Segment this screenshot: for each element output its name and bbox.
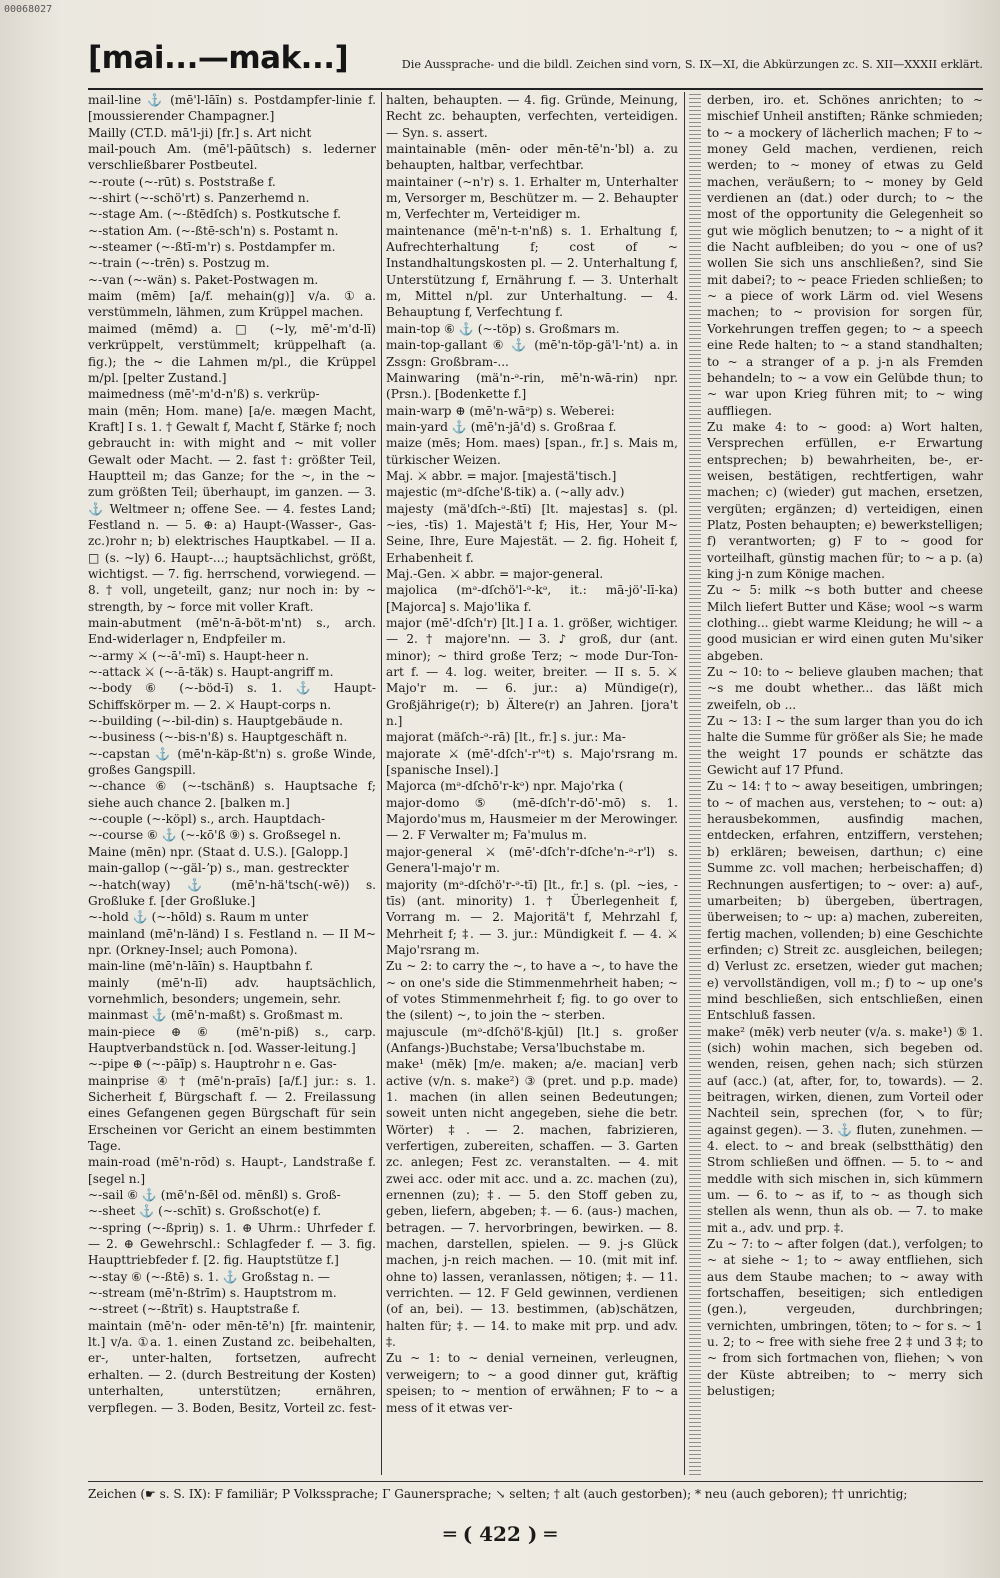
dictionary-entry: main-top ⑥ ⚓ (~-töp) s. Großmars m.: [386, 321, 620, 336]
dictionary-entry: Majorca (mᵊ-dſchō'r-kᵊ) npr. Majo'rka (: [386, 779, 624, 794]
column-1: [88, 92, 376, 1475]
dictionary-entry: maimed (mēmd) a. □ (~ly, mē'-m'd-lī) verkrüppelt, verstümmelt; krüppelhaft (a. fig.); the ~ die Lahmen m/pl., die Krüppel m/pl. [pelter Zustand.]: [88, 321, 376, 385]
dictionary-entry: Zu ~ 10: to ~ believe glauben machen; that ~s me doubt whether... das läßt mich zweifeln, ob ...: [707, 665, 983, 712]
footer-rule: [88, 1481, 983, 1482]
dictionary-entry: main-abutment (mē'n-ā-böt-m'nt) s., arch. End-widerlager n, Endpfeiler m.: [88, 616, 376, 647]
dictionary-entry: main-top-gallant ⑥ ⚓ (mē'n-töp-gä'l-'nt) a. in Zssgn: Großbram-...: [386, 338, 678, 369]
dictionary-entry: Mainwaring (mä'n-ᵊ-rin, mē'n-wā-rin) npr. (Prsn.). [Bodenkette f.]: [386, 370, 678, 402]
dictionary-entry: Maine (mēn) npr. (Staat d. U.S.). [Galopp.]: [88, 844, 348, 859]
dictionary-entry: mail-pouch Am. (mē'l-pāūtsch) s. lederner verschließbarer Postbeutel.: [88, 142, 376, 173]
dictionary-entry: ~-stay ⑥ (~-ßtē) s. 1. ⚓ Großstag n. —: [88, 1269, 330, 1284]
dictionary-entry: major (mē'-dſch'r) [lt.] I a. 1. größer, wichtiger. — 2. † majore'nn. — 3. ♪ groß, dur (ant. minor); ~ third große Terz; ~ mode Dur-Ton-art f. — 4. log. weiter, breiter. — II s. 5. ⚔ Majo'r m. — 6. jur.: a) Mündige(r), Großjährige(r); b) Ältere(r) an Jahren. [jora't n.]: [386, 616, 678, 729]
dictionary-entry: main-line (mē'n-lāīn) s. Hauptbahn f.: [88, 959, 314, 974]
dictionary-entry: mainprise ④ † (mē'n-praīs) [a/f.] jur.: s. 1. Sicherheit f, Bürgschaft f. — 2. Freilassung eines Gefangenen gegen Bürgschaft für sein Erscheinen vor Gericht an einem bestimmten Tage.: [88, 1073, 376, 1153]
dictionary-entry: ~-pipe ⊕ (~-pāīp) s. Hauptrohr n e. Gas-: [88, 1057, 337, 1072]
column-3: [707, 92, 983, 1475]
dictionary-entry: maintenance (mē'n-t-n'nß) s. 1. Erhaltung f, Aufrechterhaltung f; cost of ~ Instandhaltungskosten pl. — 2. Unterhaltung f, Unterstützung f, Ernährung f. — 3. Unterhalt m, Mittel n/pl. zur Unterhaltung. — 4. Behauptung f, Verfechtung f.: [386, 223, 678, 320]
dictionary-entry: majorat (mäſch-ᵊ-rā) [lt., fr.] s. jur.: Ma-: [386, 730, 626, 745]
dictionary-entry: majolica (mᵊ-dſchö'l-ᵊ-kᵊ, it.: mā-jö'-lī-ka) [Majorca] s. Majo'lika f.: [386, 583, 678, 614]
dictionary-entry: main-gallop (~-gäl-ʼp) s., man. gestreckter: [88, 861, 349, 876]
dictionary-entry: ~-army ⚔ (~-ā'-mī) s. Haupt-heer n.: [88, 648, 309, 663]
dictionary-entry: ~-hold ⚓ (~-hōld) s. Raum m unter: [88, 910, 309, 925]
dictionary-entry: main-piece ⊕ ⑥ (mē'n-piß) s., carp. Hauptverbandstück n. [od. Wasser-leitung.]: [88, 1024, 376, 1055]
page-number: ═ ( 422 ) ═: [443, 1522, 557, 1546]
page-header: [88, 40, 983, 90]
dictionary-entry: mainmast ⚓ (mē'n-maßt) s. Großmast m.: [88, 1008, 344, 1023]
dictionary-entry: ~-business (~-bis-n'ß) s. Hauptgeschäft n.: [88, 730, 348, 745]
dictionary-entry: ~-sail ⑥ ⚓ (mē'n-ßēl od. mēnßl) s. Groß-: [88, 1188, 341, 1203]
dictionary-entry: Mailly (CT.D. mā'l-ji) [fr.] s. Art nicht: [88, 125, 312, 140]
guide-words: [mai...—mak...]: [88, 40, 349, 76]
dictionary-entry: ~-spring (~-ßpriŋ) s. 1. ⊕ Uhrm.: Uhrfeder f. — 2. ⊕ Gewehrschl.: Schlagfeder f. — 3. fig. Haupttriebfeder f. [2. fig. Hauptstütze f.]: [88, 1220, 376, 1268]
dictionary-entry: maim (mēm) [a/f. mehain(g)] v/a. ①a. verstümmeln, lähmen, zum Krüppel machen.: [88, 289, 376, 320]
dictionary-entry: ~-sheet ⚓ (~-schīt) s. Großschot(e) f.: [88, 1204, 322, 1219]
dictionary-entry: ~-route (~-rūt) s. Poststraße f.: [88, 174, 276, 189]
dictionary-entry: main-warp ⊕ (mē'n-wāᵊp) s. Weberei:: [386, 403, 615, 418]
dictionary-entry: maintainer (~n'r) s. 1. Erhalter m, Unterhalter m, Versorger m, Beschützer m. — 2. Behaupter m, Verfechter m, Verteidiger m.: [386, 174, 678, 222]
dictionary-entry: ~-capstan ⚓ (mē'n-käp-ßt'n) s. große Winde, großes Gangspill.: [88, 746, 376, 778]
dictionary-entry: ~-couple (~-köpl) s., arch. Hauptdach-: [88, 812, 326, 827]
dictionary-entry: majesty (mä'dſch-ᵊ-ßtī) [lt. majestas] s. (pl. ~ies, -tīs) 1. Majestä't f; His, Her, Your M~ Seine, Ihre, Eure Majestät. — 2. fig. Hoheit f, Erhabenheit f.: [386, 501, 678, 565]
dictionary-entry: maintainable (mēn- oder mēn-tē'n-'bl) a. zu behaupten, haltbar, verfechtbar.: [386, 142, 678, 173]
dictionary-entry: ~-attack ⚔ (~-ā-täk) s. Haupt-angriff m.: [88, 665, 334, 680]
dictionary-entry: maimedness (mē'-m'd-n'ß) s. verkrüp-: [88, 387, 320, 402]
dictionary-entry: Zu make 4: to ~ good: a) Wort halten, Versprechen erfüllen, e-r Erwartung entsprechen; b) bewahrheiten, be-, er-weisen, bestätigen, rechtfertigen, wahr machen; c) (wieder) gut machen, ersetzen, vergüten; ergänzen; d) verteidigen, einen Platz, Posten behaupten; e) bewerkstelligen; f) verantworten; g) F to ~ good for vorteilhaft, günstig machen für; to ~ a p. (a) king j-n zum Könige machen.: [707, 419, 983, 581]
dictionary-entry: Maj.-Gen. ⚔ abbr. = major-general.: [386, 566, 604, 581]
dictionary-entry: make¹ (mēk) [m/e. maken; a/e. macian] verb active (v/n. s. make²) ③ (pret. und p.p. made) 1. machen (in allen seinen Bedeutungen; soweit unten nicht angegeben, siehe die betr. Wörter) ‡. — 2. machen, fabrizieren, verfertigen, zubereiten, schaffen. — 3. Garten zc. anlegen; Fest zc. veranstalten. — 4. mit zwei acc. oder mit acc. und a. zc. machen (zu), ernennen (zu); ‡. — 5. den Stoff geben zu, geben, liefern, abgeben; ‡. — 6. (aus-) machen, betragen. — 7. hervorbringen, bewirken. — 8. machen, darstellen, spielen. — 9. j-s Glück machen, j-n reich machen. — 10. (mit mit inf. ohne to) lassen, veranlassen, nötigen; ‡. — 11. verrichten. — 12. F Geld gewinnen, verdienen (of an, bei). — 13. bestimmen, (ab)schätzen, halten für; ‡. — 14. to make mit prp. und adv. ‡.: [386, 1057, 678, 1350]
dictionary-entry: Maj. ⚔ abbr. = major. [majestä'tisch.]: [386, 468, 617, 483]
dictionary-entry: ~-course ⑥ ⚓ (~-kō'ß ⑨) s. Großsegel n.: [88, 828, 342, 843]
dictionary-entry: main (mēn; Hom. mane) [a/e. mægen Macht, Kraft] I s. 1. † Gewalt f, Macht f, Stärke f; noch gebraucht in: with might and ~ mit voller Gewalt oder Macht. — 2. fast †: größter Teil, Hauptteil m; das Ganze; for the ~, in the ~ zum größten Teil; überhaupt, im ganzen. — 3. ⚓ Weltmeer n; offene See. — 4. festes Land; Festland n. — 5. ⊕: a) Haupt-(Wasser-, Gas- zc.)rohr n; b) elektrisches Hauptkabel. — II a. □ (s. ~ly) 6. Haupt-...; hauptsächlichst, größt, wichtigst. — 7. fig. herrschend, vorwiegend. — 8. † voll, ungeteilt, ganz; nur noch in: by ~ strength, by ~ force mit voller Kraft.: [88, 403, 376, 614]
dictionary-entry: mainly (mē'n-lī) adv. hauptsächlich, vornehmlich, besonders; ungemein, sehr.: [88, 975, 376, 1006]
dictionary-entry: main-yard ⚓ (mē'n-jā'd) s. Großraa f.: [386, 419, 617, 434]
dictionary-entry: ~-hatch(way) ⚓ (mē'n-hä'tsch(-wē)) s. Großluke f. [der Großluke.]: [88, 877, 376, 908]
dictionary-entry: mainland (mē'n-länd) I s. Festland n. — II M~ npr. (Orkney-Insel; auch Pomona).: [88, 926, 376, 957]
columns-area: [88, 92, 983, 1475]
dictionary-entry: halten, behaupten. — 4. fig. Gründe, Meinung, Recht zc. behaupten, verfechten, verteidigen. — Syn. s. assert.: [386, 93, 678, 140]
dictionary-entry: ~-shirt (~-schö'rt) s. Panzerhemd n.: [88, 191, 310, 206]
dictionary-entry: maize (mēs; Hom. maes) [span., fr.] s. Mais m, türkischer Weizen.: [386, 436, 678, 467]
dictionary-entry: ~-body ⑥ (~-böd-ī) s. 1. ⚓ Haupt-Schiffskörper m. — 2. ⚔ Haupt-corps n.: [88, 681, 376, 712]
dictionary-entry: maintain (mē'n- oder mēn-tē'n) [fr. maintenir, lt.] v/a. ①a. 1. einen Zustand zc. beibehalten, er-, unter-halten, fortsetzen, aufrecht erhalten. — 2. (durch Bestreitung der Kosten) unterhalten, unterstützen; ernähren, verpflegen. — 3. Boden, Besitz, Vorteil zc. fest-: [88, 1318, 376, 1415]
dictionary-entry: ~-steamer (~-ßtī-m'r) s. Postdampfer m.: [88, 240, 336, 255]
dictionary-entry: ~-building (~-bil-din) s. Hauptgebäude n.: [88, 714, 343, 729]
dictionary-entry: ~-van (~-wän) s. Paket-Postwagen m.: [88, 272, 319, 287]
dictionary-entry: Zu ~ 14: † to ~ away beseitigen, umbringen; to ~ of machen aus, verstehen; to ~ out: a) herausbekommen, ausfindig machen, entdecken, erfahren, entziffern, verstehen; b) erklären; beweisen, darthun; c) eine Summe zc. voll machen; herbeischaffen; d) Rechnungen ausfertigen; to ~ over: a) auf-, umarbeiten; b) übergeben, übertragen, überweisen; to ~ up: a) machen, zubereiten, fertig machen, vollenden; b) eine Geschichte erfinden; c) Streit zc. ausgleichen, beilegen; d) Verlust zc. ersetzen, wieder gut machen; e) vervollständigen, voll m.; f) to ~ up one's mind beschließen, sich entschließen, einen Entschluß fassen.: [707, 779, 983, 1023]
dictionary-entry: Zu ~ 1: to ~ denial verneinen, verleugnen, verweigern; to ~ a good dinner gut, kräftig speisen; to ~ mention of erwähnen; F to ~ a mess of it etwas ver-: [386, 1351, 678, 1415]
column-2: [386, 92, 678, 1475]
dictionary-entry: major-domo ⑤ (mē-dſch'r-dō'-mō) s. 1. Majordo'mus m, Hausmeier m der Merowinger. — 2. F Verwalter m; Fa'mulus m.: [386, 795, 678, 843]
dictionary-entry: mail-line ⚓ (mē'l-lāīn) s. Postdampfer-linie f. [moussierender Champagner.]: [88, 93, 376, 124]
dictionary-entry: ~-chance ⑥ (~-tschänß) s. Hauptsache f; siehe auch chance 2. [balken m.]: [88, 779, 376, 810]
dictionary-entry: ~-street (~-ßtrīt) s. Hauptstraße f.: [88, 1302, 301, 1317]
dictionary-entry: majestic (mᵊ-dſche'ß-tik) a. (~ally adv.): [386, 485, 625, 500]
dictionary-entry: Zu ~ 5: milk ~s both butter and cheese Milch liefert Butter und Käse; wool ~s warm clothing... giebt warme Kleidung; he will ~ a good musician er wird einen guten Mu'siker abgeben.: [707, 583, 983, 663]
header-note: Die Aussprache- und die bildl. Zeichen sind vorn, S. IX—XI, die Abkürzungen zc. S. XII—XXXII erklärt.: [401, 58, 983, 71]
dictionary-entry: Zu ~ 13: I ~ the sum larger than you do ich halte die Summe für größer als Sie; he made the weight 17 pounds er schätzte das Gewicht auf 17 Pfund.: [707, 714, 983, 778]
scan-id-label: 00068027: [4, 4, 53, 15]
binding-chain-ornament: [689, 92, 701, 1475]
dictionary-entry: major-general ⚔ (mē'-dſch'r-dſche'n-ᵊ-r'l) s. Genera'l-majo'r m.: [386, 844, 678, 876]
dictionary-entry: ~-station Am. (~-ßtē-sch'n) s. Postamt n.: [88, 223, 339, 238]
dictionary-entry: majorate ⚔ (mē'-dſch'-r'ᵊt) s. Majo'rsrang m. [spanische Insel).]: [386, 746, 678, 778]
dictionary-entry: main-road (mē'n-rōd) s. Haupt-, Landstraße f. [segel n.]: [88, 1155, 376, 1186]
footer-key: Zeichen (☛ s. S. IX): F familiär; P Volkssprache; Γ Gaunersprache; ↘ selten; † alt (auch gestorben); * neu (auch geboren); †† unrichtig;: [88, 1487, 908, 1501]
dictionary-entry: majority (mᵊ-dſchö'r-ᵊ-tī) [lt., fr.] s. (pl. ~ies, -tīs) (ant. minority) 1. † Überlegenheit f, Vorrang m. — 2. Majoritä't f, Mehrzahl f, Mehrheit f; ‡. — 3. jur.: Mündigkeit f. — 4. ⚔ Majo'rsrang m.: [386, 877, 678, 957]
dictionary-entry: make² (mēk) verb neuter (v/a. s. make¹) ⑤ 1. (sich) wohin machen, sich begeben od. wenden, reisen, gehen nach; sich stürzen auf (acc.) (at, after, for, to, towards). — 2. beitragen, wirken, dienen, zum Vorteil oder Nachteil sein, sprechen (for, ↘ to für; against gegen). — 3. ⚓ fluten, zunehmen. — 4. elect. to ~ and break (selbstthätig) den Strom schließen und öffnen. — 5. to ~ and meddle with sich mischen in, sich kümmern um. — 6. to ~ as if, to ~ as though sich stellen als wenn, thun als ob. — 7. to make mit a., adv. und prp. ‡.: [707, 1024, 983, 1235]
dictionary-entry: derben, iro. et. Schönes anrichten; to ~ mischief Unheil anstiften; Ränke schmieden; to ~ a mockery of lächerlich machen; F to ~ money Geld machen, verdienen, reich werden; to ~ money of etwas zu Geld machen, veräußern; to ~ money by Geld verdienen an (dat.) oder durch; to ~ the most of the opportunity die Gelegenheit so gut wie möglich benutzen; to ~ a night of it die Nacht aufbleiben; do you ~ one of us? wollen Sie sich uns anschließen?, sind Sie mit dabei?; to ~ peace Frieden schließen; to ~ a piece of work Lärm od. viel Wesens machen; to ~ provision for sorgen für, Vorkehrungen treffen gegen; to ~ a speech eine Rede halten; to ~ a stand standhalten; to ~ a stranger of a p. j-n als Fremden behandeln; to ~ a vow ein Gelübde thun; to ~ war upon Krieg führen mit; to ~ wing auffliegen.: [707, 93, 983, 418]
dictionary-entry: majuscule (mᵊ-dſchö'ß-kjūl) [lt.] s. großer (Anfangs-)Buchstabe; Versa'lbuchstabe m.: [386, 1024, 678, 1055]
column-divider-1: [381, 92, 382, 1475]
dictionary-entry: Zu ~ 7: to ~ after folgen (dat.), verfolgen; to ~ at siehe ~ 1; to ~ away entfliehen, sich aus dem Staube machen; to ~ away with fortschaffen, beseitigen; sich entledigen (gen.), vergeuden, durchbringen; vernichten, umbringen, töten; to ~ for s. ~ 1 u. 2; to ~ free with siehe free 2 ‡ und 3 ‡; to ~ from sich fortmachen von, fliehen; ↘ von der Küste abtreiben; to ~ merry sich belustigen;: [707, 1237, 983, 1399]
dictionary-entry: Zu ~ 2: to carry the ~, to have a ~, to have the ~ on one's side die Stimmenmehrheit haben; ~ of votes Stimmenmehrheit f; fig. to go over to the (silent) ~, to join the ~ sterben.: [386, 959, 678, 1023]
column-divider-2: [684, 92, 685, 1475]
dictionary-entry: ~-train (~-trēn) s. Postzug m.: [88, 256, 270, 271]
dictionary-entry: ~-stream (mē'n-ßtrīm) s. Hauptstrom m.: [88, 1286, 337, 1301]
dictionary-entry: ~-stage Am. (~-ßtēdſch) s. Postkutsche f.: [88, 207, 342, 222]
